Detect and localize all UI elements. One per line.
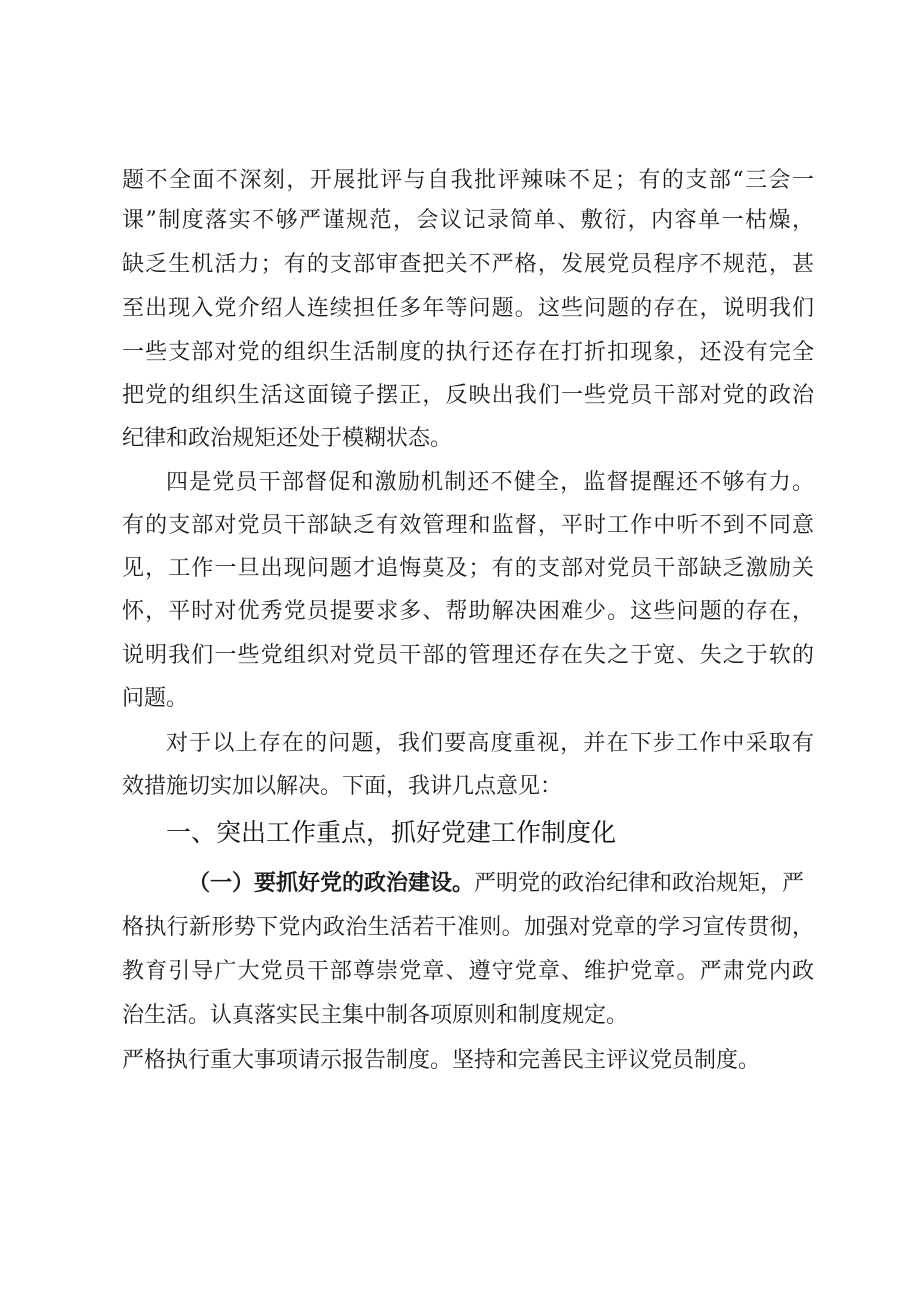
subheading-line xyxy=(188,868,814,898)
paragraph-line: 问题。 xyxy=(122,686,189,711)
paragraph-line: 一些支部对党的组织生活制度的执行还存在打折扣现象，还没有完全 xyxy=(122,340,814,365)
subheading-title: （一）要抓好党的政治建设。 xyxy=(188,870,475,896)
paragraph-line: 说明我们一些党组织对党员干部的管理还存在失之于宽、失之于软的 xyxy=(122,643,814,668)
paragraph-line: 题不全面不深刻，开展批评与自我批评辣味不足；有的支部“三会一 xyxy=(122,168,814,193)
paragraph-line: 怀，平时对优秀党员提要求多、帮助解决困难少。这些问题的存在， xyxy=(122,599,814,624)
paragraph-line: 对于以上存在的问题，我们要高度重视，并在下步工作中采取有 xyxy=(166,731,814,756)
paragraph-line: 四是党员干部督促和激励机制还不健全，监督提醒还不够有力。 xyxy=(166,470,814,495)
section-heading: 一、突出工作重点，抓好党建工作制度化 xyxy=(166,818,617,847)
paragraph-line: 效措施切实加以解决。下面，我讲几点意见： xyxy=(122,774,563,799)
paragraph-line: 缺乏生机活力；有的支部审查把关不严格，发展党员程序不规范，甚 xyxy=(122,252,814,277)
paragraph-line: 教育引导广大党员干部尊崇党章、遵守党章、维护党章。严肃党内政 xyxy=(122,959,814,984)
paragraph-line: 把党的组织生活这面镜子摆正，反映出我们一些党员干部对党的政治 xyxy=(122,383,814,408)
paragraph-line: 治生活。认真落实民主集中制各项原则和制度规定。 xyxy=(122,1003,629,1028)
paragraph-line: 至出现入党介绍人连续担任多年等问题。这些问题的存在，说明我们 xyxy=(122,296,814,321)
paragraph-line: 纪律和政治规矩还处于模糊状态。 xyxy=(122,426,453,451)
subheading-text: 严明党的政治纪律和政治规矩，严 xyxy=(474,871,805,896)
paragraph-line: 严格执行重大事项请示报告制度。坚持和完善民主评议党员制度。 xyxy=(122,1048,761,1073)
paragraph-line: 见，工作一旦出现问题才追悔莫及；有的支部对党员干部缺乏激励关 xyxy=(122,556,814,581)
paragraph-line: 有的支部对党员干部缺乏有效管理和监督，平时工作中听不到不同意 xyxy=(122,513,814,538)
paragraph-line: 课”制度落实不够严谨规范，会议记录简单、敷衍，内容单一枯燥， xyxy=(122,208,814,233)
paragraph-line: 格执行新形势下党内政治生活若干准则。加强对党章的学习宣传贯彻， xyxy=(122,915,814,940)
